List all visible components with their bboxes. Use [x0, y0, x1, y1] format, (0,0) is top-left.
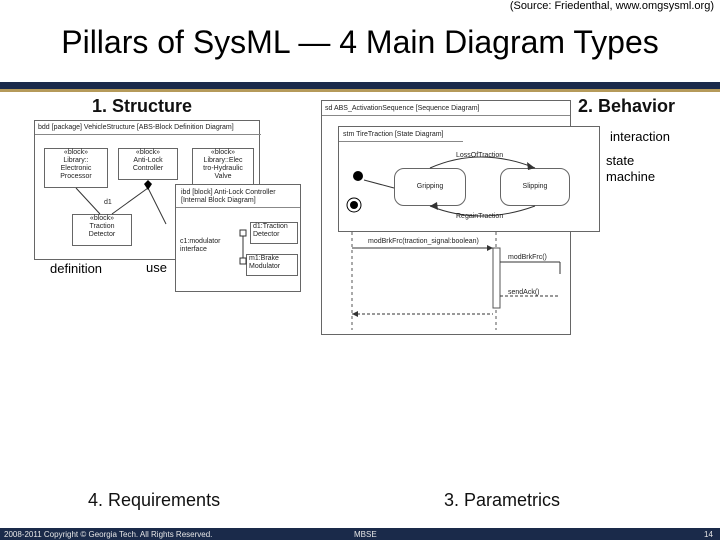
- part-name: d1:Traction Detector: [253, 223, 288, 238]
- seq-message-1: modBrkFrc(traction_signal:boolean): [368, 238, 479, 245]
- ibd-port-label: c1:modulator interface: [180, 238, 221, 253]
- interaction-label: interaction: [610, 129, 670, 144]
- block-name: Library:: Electronic Processor: [60, 157, 92, 180]
- initial-state-icon: [353, 171, 363, 181]
- definition-label: definition: [50, 261, 103, 276]
- block-name: Anti-Lock Controller: [132, 157, 164, 172]
- block-name: Library::Elec tro-Hydraulic Valve: [203, 157, 243, 180]
- footer-copyright: 2008-2011 Copyright © Georgia Tech. All Rights Reserved.: [4, 530, 213, 539]
- state-name: Slipping: [522, 183, 548, 190]
- block-stereotype: «block»: [210, 149, 236, 156]
- bdd-header: bdd [package] VehicleStructure [ABS-Block Definition Diagram]: [38, 124, 234, 131]
- seq-message-2: modBrkFrc(): [508, 254, 547, 261]
- requirements-heading: 4. Requirements: [88, 490, 221, 510]
- block-stereotype: «block»: [135, 149, 161, 156]
- final-state-dot: [350, 201, 358, 209]
- transition-label-regain: RegainTraction: [456, 213, 504, 220]
- use-label: use: [146, 260, 167, 275]
- transition: [364, 180, 394, 188]
- structure-heading: 1. Structure: [92, 96, 193, 116]
- behavior-heading: 2. Behavior: [578, 96, 676, 116]
- state-machine-label-line2: machine: [606, 169, 656, 184]
- ibd-header: ibd [block] Anti-Lock Controller [Internal Block Diagram]: [181, 189, 276, 204]
- block-stereotype: «block»: [89, 215, 115, 222]
- state-name: Gripping: [416, 183, 444, 190]
- arrowhead: [527, 162, 535, 170]
- footer-course: MBSE: [354, 530, 377, 539]
- slide-title: Pillars of SysML — 4 Main Diagram Types: [61, 24, 659, 60]
- bdd-role-label: d1: [104, 199, 112, 206]
- block-name: Traction Detector: [88, 223, 116, 238]
- seq-message-3: sendAck(): [508, 289, 540, 296]
- footer-page-number: 14: [704, 530, 713, 539]
- parametrics-heading: 3. Parametrics: [444, 490, 561, 510]
- block-stereotype: «block»: [63, 149, 89, 156]
- arrowhead: [430, 202, 438, 210]
- transition-label-loss: LossOfTraction: [456, 152, 504, 159]
- source-citation: (Source: Friedenthal, www.omgsysml.org): [509, 0, 714, 12]
- stm-header: stm TireTraction [State Diagram]: [343, 131, 444, 138]
- seq-header: sd ABS_ActivationSequence [Sequence Diagram]: [325, 105, 480, 112]
- part-name: m1:Brake Modulator: [249, 255, 281, 270]
- state-machine-label-line1: state: [606, 153, 635, 168]
